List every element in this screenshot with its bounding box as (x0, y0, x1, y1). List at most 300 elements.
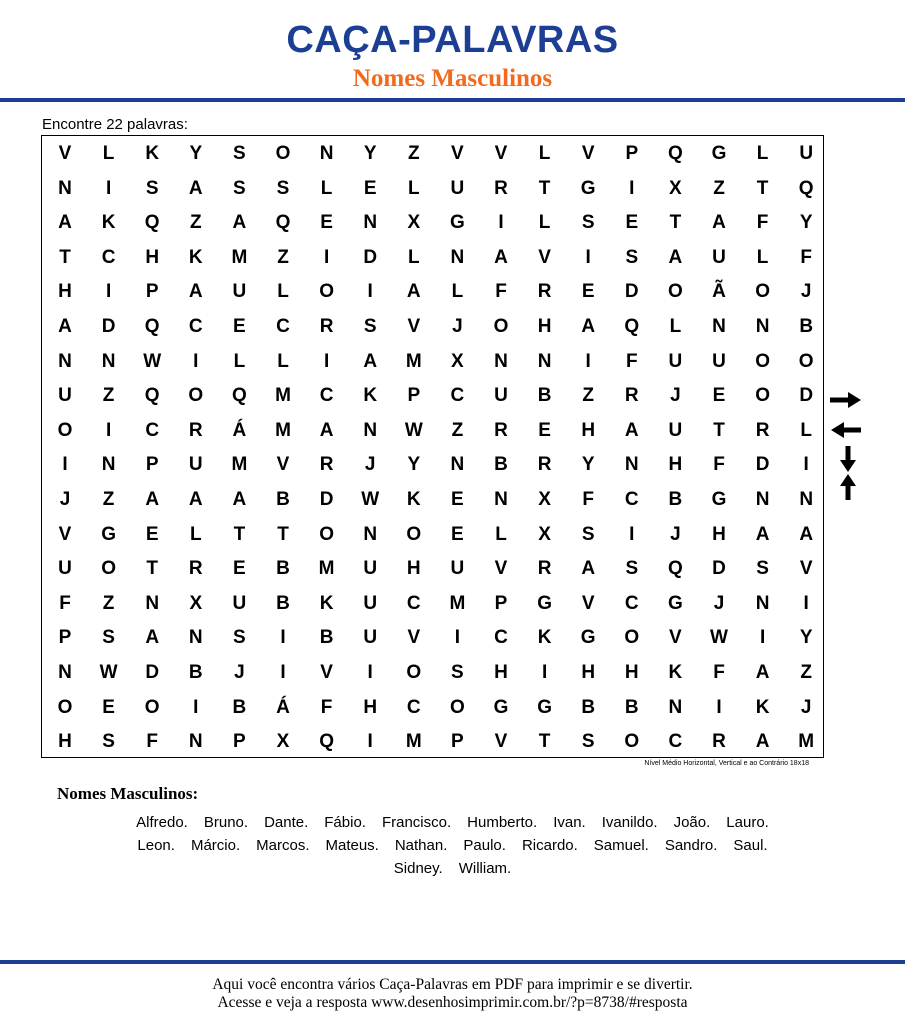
page-subtitle: Nomes Masculinos (352, 65, 553, 92)
grid-letter: A (755, 731, 770, 753)
grid-letter: Q (144, 212, 160, 234)
grid-letter: A (188, 177, 203, 199)
grid-letter: S (581, 523, 595, 545)
grid-letter: I (323, 246, 330, 268)
word-list-item: Saul. (733, 837, 768, 854)
word-list-item: Lauro. (726, 814, 769, 831)
grid-letter: U (363, 592, 378, 614)
word-list-item: Bruno. (203, 814, 249, 831)
grid-letter: L (189, 523, 202, 545)
grid-letter: X (189, 592, 203, 614)
grid-letter: G (450, 212, 465, 234)
grid-letter: H (581, 419, 596, 441)
grid-letter: K (755, 696, 770, 718)
grid-letter: R (537, 558, 552, 580)
grid-letter: Z (407, 143, 420, 164)
word-list-item: João. (673, 814, 711, 831)
grid-letter: I (62, 454, 68, 476)
grid-letter: B (276, 592, 290, 614)
grid-letter: O (57, 696, 73, 718)
grid-letter: Z (582, 385, 594, 407)
grid-letter: J (670, 523, 681, 545)
grid-letter: Z (102, 385, 115, 407)
grid-letter: V (799, 558, 813, 580)
grid-letter: G (711, 489, 727, 510)
grid-letter: Y (363, 143, 377, 164)
footer-link-text: Acesse e veja a resposta www.desenhosimprimir.com.br/?p=8738/#resposta (217, 994, 688, 1011)
word-list-item: Sandro. (664, 837, 718, 854)
grid-letter: D (319, 489, 334, 510)
grid-letter: T (277, 523, 289, 545)
grid-letter: D (799, 385, 814, 407)
grid-letter: D (101, 316, 116, 337)
arrow-left-icon (831, 422, 861, 438)
grid-letter: B (232, 696, 247, 718)
grid-letter: J (713, 592, 725, 614)
grid-letter: N (712, 316, 726, 337)
grid-letter: F (59, 592, 71, 614)
grid-letter: N (101, 454, 116, 476)
grid-letter: Q (232, 385, 247, 407)
instructions: Encontre 22 palavras: (42, 116, 188, 133)
grid-letter: O (755, 385, 770, 407)
grid-letter: C (319, 385, 334, 407)
grid-letter: U (188, 454, 203, 476)
grid-letter: F (713, 454, 725, 476)
grid-letter: E (581, 281, 595, 303)
grid-letter: J (800, 696, 812, 718)
grid-letter: D (755, 454, 770, 476)
grid-letter: L (233, 350, 246, 372)
grid-letter: S (625, 558, 639, 580)
grid-letter: L (756, 246, 769, 268)
grid-letter: O (755, 350, 770, 372)
grid-letter: L (495, 523, 507, 545)
word-list-item: Francisco. (381, 814, 452, 831)
grid-letter: A (581, 316, 596, 337)
grid-letter: I (629, 523, 635, 545)
grid-letter: U (668, 419, 683, 441)
letter-grid (41, 135, 824, 758)
grid-letter: B (799, 316, 814, 337)
grid-letter: S (102, 627, 115, 649)
grid-letter: A (58, 316, 72, 337)
grid-letter: O (406, 523, 422, 545)
grid-letter: X (538, 523, 551, 545)
grid-letter: I (585, 246, 591, 268)
grid-letter: L (538, 212, 551, 234)
grid-letter: I (105, 419, 112, 441)
grid-letter: A (145, 627, 160, 649)
grid-letter: L (538, 143, 551, 164)
grid-letter: N (799, 489, 814, 510)
grid-letter: Z (102, 489, 115, 510)
grid-letter: K (101, 212, 116, 234)
word-list-row (0, 836, 905, 856)
grid-letter: N (101, 350, 116, 372)
page-title: CAÇA-PALAVRAS (286, 19, 619, 61)
word-list-item: Dante. (264, 814, 309, 831)
grid-letter: A (581, 558, 596, 580)
grid-letter: R (319, 454, 334, 476)
grid-letter: X (407, 212, 421, 234)
word-list-item: Nathan. (394, 837, 448, 854)
grid-letter: H (58, 281, 72, 303)
grid-letter: C (494, 627, 508, 649)
grid-letter: Ã (712, 281, 726, 303)
grid-letter: K (188, 246, 203, 268)
grid-letter: M (275, 385, 291, 407)
grid-letter: I (105, 177, 112, 199)
grid-letter: Y (581, 454, 595, 476)
grid-letter: A (406, 281, 421, 303)
grid-letter: G (668, 592, 683, 614)
grid-letter: R (712, 731, 726, 753)
footer-text: Aqui você encontra vários Caça-Palavras em PDF para imprimir e se divertir. (212, 976, 693, 993)
grid-letter: U (450, 558, 465, 580)
grid-letter: V (494, 558, 508, 580)
grid-letter: U (450, 177, 465, 199)
grid-letter: K (319, 592, 334, 614)
arrow-up-icon (840, 474, 856, 500)
grid-letter: A (755, 662, 770, 683)
grid-letter: Y (407, 454, 421, 476)
grid-letter: S (102, 731, 115, 753)
grid-letter: L (451, 281, 464, 303)
grid-letter: C (668, 731, 683, 753)
grid-letter: G (711, 143, 727, 164)
grid-letter: N (363, 523, 378, 545)
grid-letter: V (538, 246, 551, 268)
grid-letter: A (58, 212, 72, 234)
grid-letter: S (581, 212, 595, 234)
grid-letter: T (713, 419, 725, 441)
grid-letter: R (188, 558, 203, 580)
bottom-divider (0, 960, 905, 964)
grid-letter: K (537, 627, 552, 649)
grid-letter: H (494, 662, 508, 683)
grid-letter: E (102, 696, 115, 718)
word-list-row (0, 859, 905, 879)
grid-letter: S (233, 143, 246, 164)
grid-letter: I (105, 281, 112, 303)
grid-letter: F (495, 281, 507, 303)
grid-letter: L (277, 281, 289, 303)
grid-letter: W (404, 419, 423, 441)
word-list-item: Ricardo. (521, 837, 578, 854)
grid-letter: A (494, 246, 508, 268)
grid-letter: P (407, 385, 421, 407)
grid-letter: J (452, 316, 463, 337)
grid-letter: P (625, 143, 639, 164)
grid-letter: M (275, 419, 291, 441)
word-list-item: Ivanildo. (601, 814, 658, 831)
grid-letter: D (363, 246, 378, 268)
grid-letter: N (537, 350, 552, 372)
grid-letter: Q (798, 177, 814, 199)
grid-letter: N (58, 177, 72, 199)
grid-letter: O (188, 385, 204, 407)
grid-letter: B (319, 627, 334, 649)
grid-letter: H (624, 662, 639, 683)
grid-letter: C (276, 316, 290, 337)
grid-letter: A (319, 419, 334, 441)
grid-letter: T (669, 212, 682, 234)
grid-letter: N (755, 316, 770, 337)
grid-letter: H (58, 731, 72, 753)
grid-letter: N (668, 696, 683, 718)
grid-letter: K (406, 489, 421, 510)
grid-letter: I (280, 662, 286, 683)
grid-letter: I (193, 350, 199, 372)
grid-letter: I (716, 696, 722, 718)
word-list-item: Paulo. (463, 837, 506, 854)
grid-letter: W (710, 627, 728, 649)
grid-letter: O (493, 316, 509, 337)
grid-letter: Y (799, 627, 813, 649)
grid-letter: B (624, 696, 639, 718)
grid-letter: N (624, 454, 639, 476)
grid-letter: C (624, 592, 639, 614)
grid-letter: V (58, 143, 72, 164)
grid-letter: T (146, 558, 158, 580)
grid-letter: I (803, 454, 809, 476)
grid-letter: U (668, 350, 683, 372)
grid-letter: U (363, 627, 378, 649)
grid-letter: I (629, 177, 635, 199)
grid-letter: Z (277, 246, 289, 268)
grid-letter: V (451, 143, 464, 164)
grid-letter: D (624, 281, 639, 303)
grid-letter: V (669, 627, 682, 649)
grid-letter: V (407, 316, 421, 337)
grid-letter: H (668, 454, 683, 476)
grid-letter: S (145, 177, 159, 199)
grid-letter: N (188, 627, 203, 649)
grid-letter: A (712, 212, 726, 234)
grid-letter: F (713, 662, 725, 683)
grid-letter: N (363, 212, 378, 234)
grid-letter: N (363, 419, 378, 441)
grid-letter: H (363, 696, 378, 718)
grid-letter: Q (144, 316, 160, 337)
difficulty-label: Nível Médio Horizontal, Vertical e ao Contrário 18x18 (644, 760, 809, 767)
grid-letter: K (145, 143, 160, 164)
grid-letter: L (669, 316, 682, 337)
grid-letter: N (450, 246, 465, 268)
grid-letter: H (712, 523, 726, 545)
grid-letter: O (668, 281, 683, 303)
grid-letter: Z (102, 592, 115, 614)
grid-letter: Z (451, 419, 464, 441)
grid-letter: T (538, 177, 551, 199)
grid-letter: I (498, 212, 504, 234)
grid-letter: S (233, 627, 246, 649)
grid-letter: U (363, 558, 378, 580)
grid-letter: Á (232, 419, 247, 441)
grid-letter: R (188, 419, 203, 441)
word-list-item: Fábio. (324, 814, 366, 831)
word-list-item: Ivan. (553, 814, 586, 831)
grid-letter: B (581, 696, 596, 718)
grid-letter: L (407, 246, 420, 268)
grid-letter: N (58, 662, 72, 683)
grid-letter: M (798, 731, 815, 753)
grid-letter: A (188, 489, 203, 510)
grid-letter: S (276, 177, 290, 199)
grid-letter: M (449, 592, 466, 614)
grid-letter: Q (668, 143, 683, 164)
grid-letter: F (582, 489, 594, 510)
direction-arrows (828, 388, 864, 504)
grid-letter: R (537, 454, 552, 476)
grid-letter: B (668, 489, 683, 510)
grid-letter: W (361, 489, 380, 510)
grid-letter: O (319, 523, 334, 545)
grid-letter: S (451, 662, 464, 683)
grid-letter: D (145, 662, 160, 683)
grid-letter: L (320, 177, 333, 199)
word-list-item: Alfredo. (136, 814, 188, 831)
grid-letter: F (800, 246, 812, 268)
grid-letter: A (232, 212, 247, 234)
grid-letter: E (233, 316, 246, 337)
grid-letter: G (493, 696, 509, 718)
grid-letter: N (494, 489, 508, 510)
grid-letter: W (99, 662, 118, 683)
grid-letter: B (276, 489, 290, 510)
grid-letter: O (144, 696, 160, 718)
grid-letter: Z (800, 662, 812, 683)
grid-letter: H (145, 246, 160, 268)
grid-letter: S (233, 177, 246, 199)
grid-letter: G (101, 523, 116, 545)
grid-letter: C (624, 489, 639, 510)
word-list-item: Marcos. (256, 837, 310, 854)
grid-letter: M (405, 350, 422, 372)
grid-letter: A (145, 489, 160, 510)
grid-letter: M (231, 454, 248, 476)
grid-letter: V (58, 523, 72, 545)
grid-letter: B (276, 558, 290, 580)
grid-letter: Q (624, 316, 640, 337)
grid-letter: U (58, 558, 72, 580)
grid-letter: X (276, 731, 290, 753)
grid-letter: Q (275, 212, 291, 234)
grid-letter: T (756, 177, 769, 199)
grid-letter: Y (799, 212, 813, 234)
grid-letter: Á (276, 696, 290, 718)
grid-letter: A (232, 489, 247, 510)
grid-letter: E (320, 212, 333, 234)
grid-letter: C (450, 385, 465, 407)
grid-letter: O (406, 662, 422, 683)
grid-letter: C (406, 592, 421, 614)
word-list-item: Leon. (137, 837, 175, 854)
grid-letter: O (319, 281, 334, 303)
grid-letter: J (800, 281, 812, 303)
grid-letter: L (800, 419, 812, 441)
grid-letter: I (585, 350, 591, 372)
grid-letter: I (323, 350, 330, 372)
grid-letter: F (625, 350, 638, 372)
grid-letter: N (494, 350, 508, 372)
grid-letter: E (145, 523, 159, 545)
grid-letter: U (232, 592, 247, 614)
grid-letter: R (755, 419, 770, 441)
grid-letter: H (537, 316, 552, 337)
grid-letter: N (145, 592, 160, 614)
word-list-item: Sidney. (393, 860, 443, 877)
grid-letter: F (756, 212, 769, 234)
grid-letter: O (624, 731, 640, 753)
word-list-item: Samuel. (593, 837, 649, 854)
grid-letter: A (188, 281, 203, 303)
grid-letter: U (232, 281, 247, 303)
grid-letter: C (188, 316, 203, 337)
grid-letter: O (57, 419, 73, 441)
grid-letter: J (234, 662, 245, 683)
grid-letter: S (625, 246, 639, 268)
grid-letter: P (58, 627, 72, 649)
grid-letter: E (712, 385, 726, 407)
grid-letter: W (143, 350, 162, 372)
grid-letter: N (319, 143, 334, 164)
grid-letter: I (367, 281, 373, 303)
grid-letter: D (712, 558, 726, 580)
grid-letter: I (367, 662, 373, 683)
grid-letter: Z (189, 212, 202, 234)
word-list-item: William. (458, 860, 512, 877)
grid-letter: T (59, 246, 71, 268)
grid-letter: C (406, 696, 421, 718)
grid-letter: R (494, 177, 508, 199)
grid-letter: U (58, 385, 72, 407)
grid-letter: N (58, 350, 72, 372)
grid-letter: J (59, 489, 71, 510)
grid-letter: G (537, 696, 552, 718)
grid-letter: T (538, 731, 551, 753)
grid-letter: V (407, 627, 421, 649)
grid-letter: E (363, 177, 377, 199)
grid-letter: M (318, 558, 335, 580)
grid-letter: E (233, 558, 246, 580)
grid-letter: A (755, 523, 770, 545)
grid-letter: X (669, 177, 682, 199)
grid-letter: I (759, 627, 766, 649)
grid-letter: Q (144, 385, 160, 407)
grid-letter: N (188, 731, 203, 753)
grid-letter: I (454, 627, 461, 649)
grid-letter: G (580, 177, 596, 199)
grid-letter: G (537, 592, 552, 614)
grid-letter: M (405, 731, 422, 753)
grid-letter: P (494, 592, 508, 614)
grid-letter: O (275, 143, 291, 164)
grid-letter: K (668, 662, 683, 683)
grid-letter: A (668, 246, 683, 268)
word-list-title: Nomes Masculinos: (57, 784, 199, 803)
grid-letter: V (581, 592, 595, 614)
grid-letter: I (803, 592, 809, 614)
grid-letter: U (799, 143, 814, 164)
grid-letter: J (670, 385, 681, 407)
grid-letter: R (319, 316, 334, 337)
grid-letter: U (712, 350, 726, 372)
grid-letter: G (580, 627, 596, 649)
grid-letter: Z (713, 177, 725, 199)
grid-letter: O (755, 281, 770, 303)
